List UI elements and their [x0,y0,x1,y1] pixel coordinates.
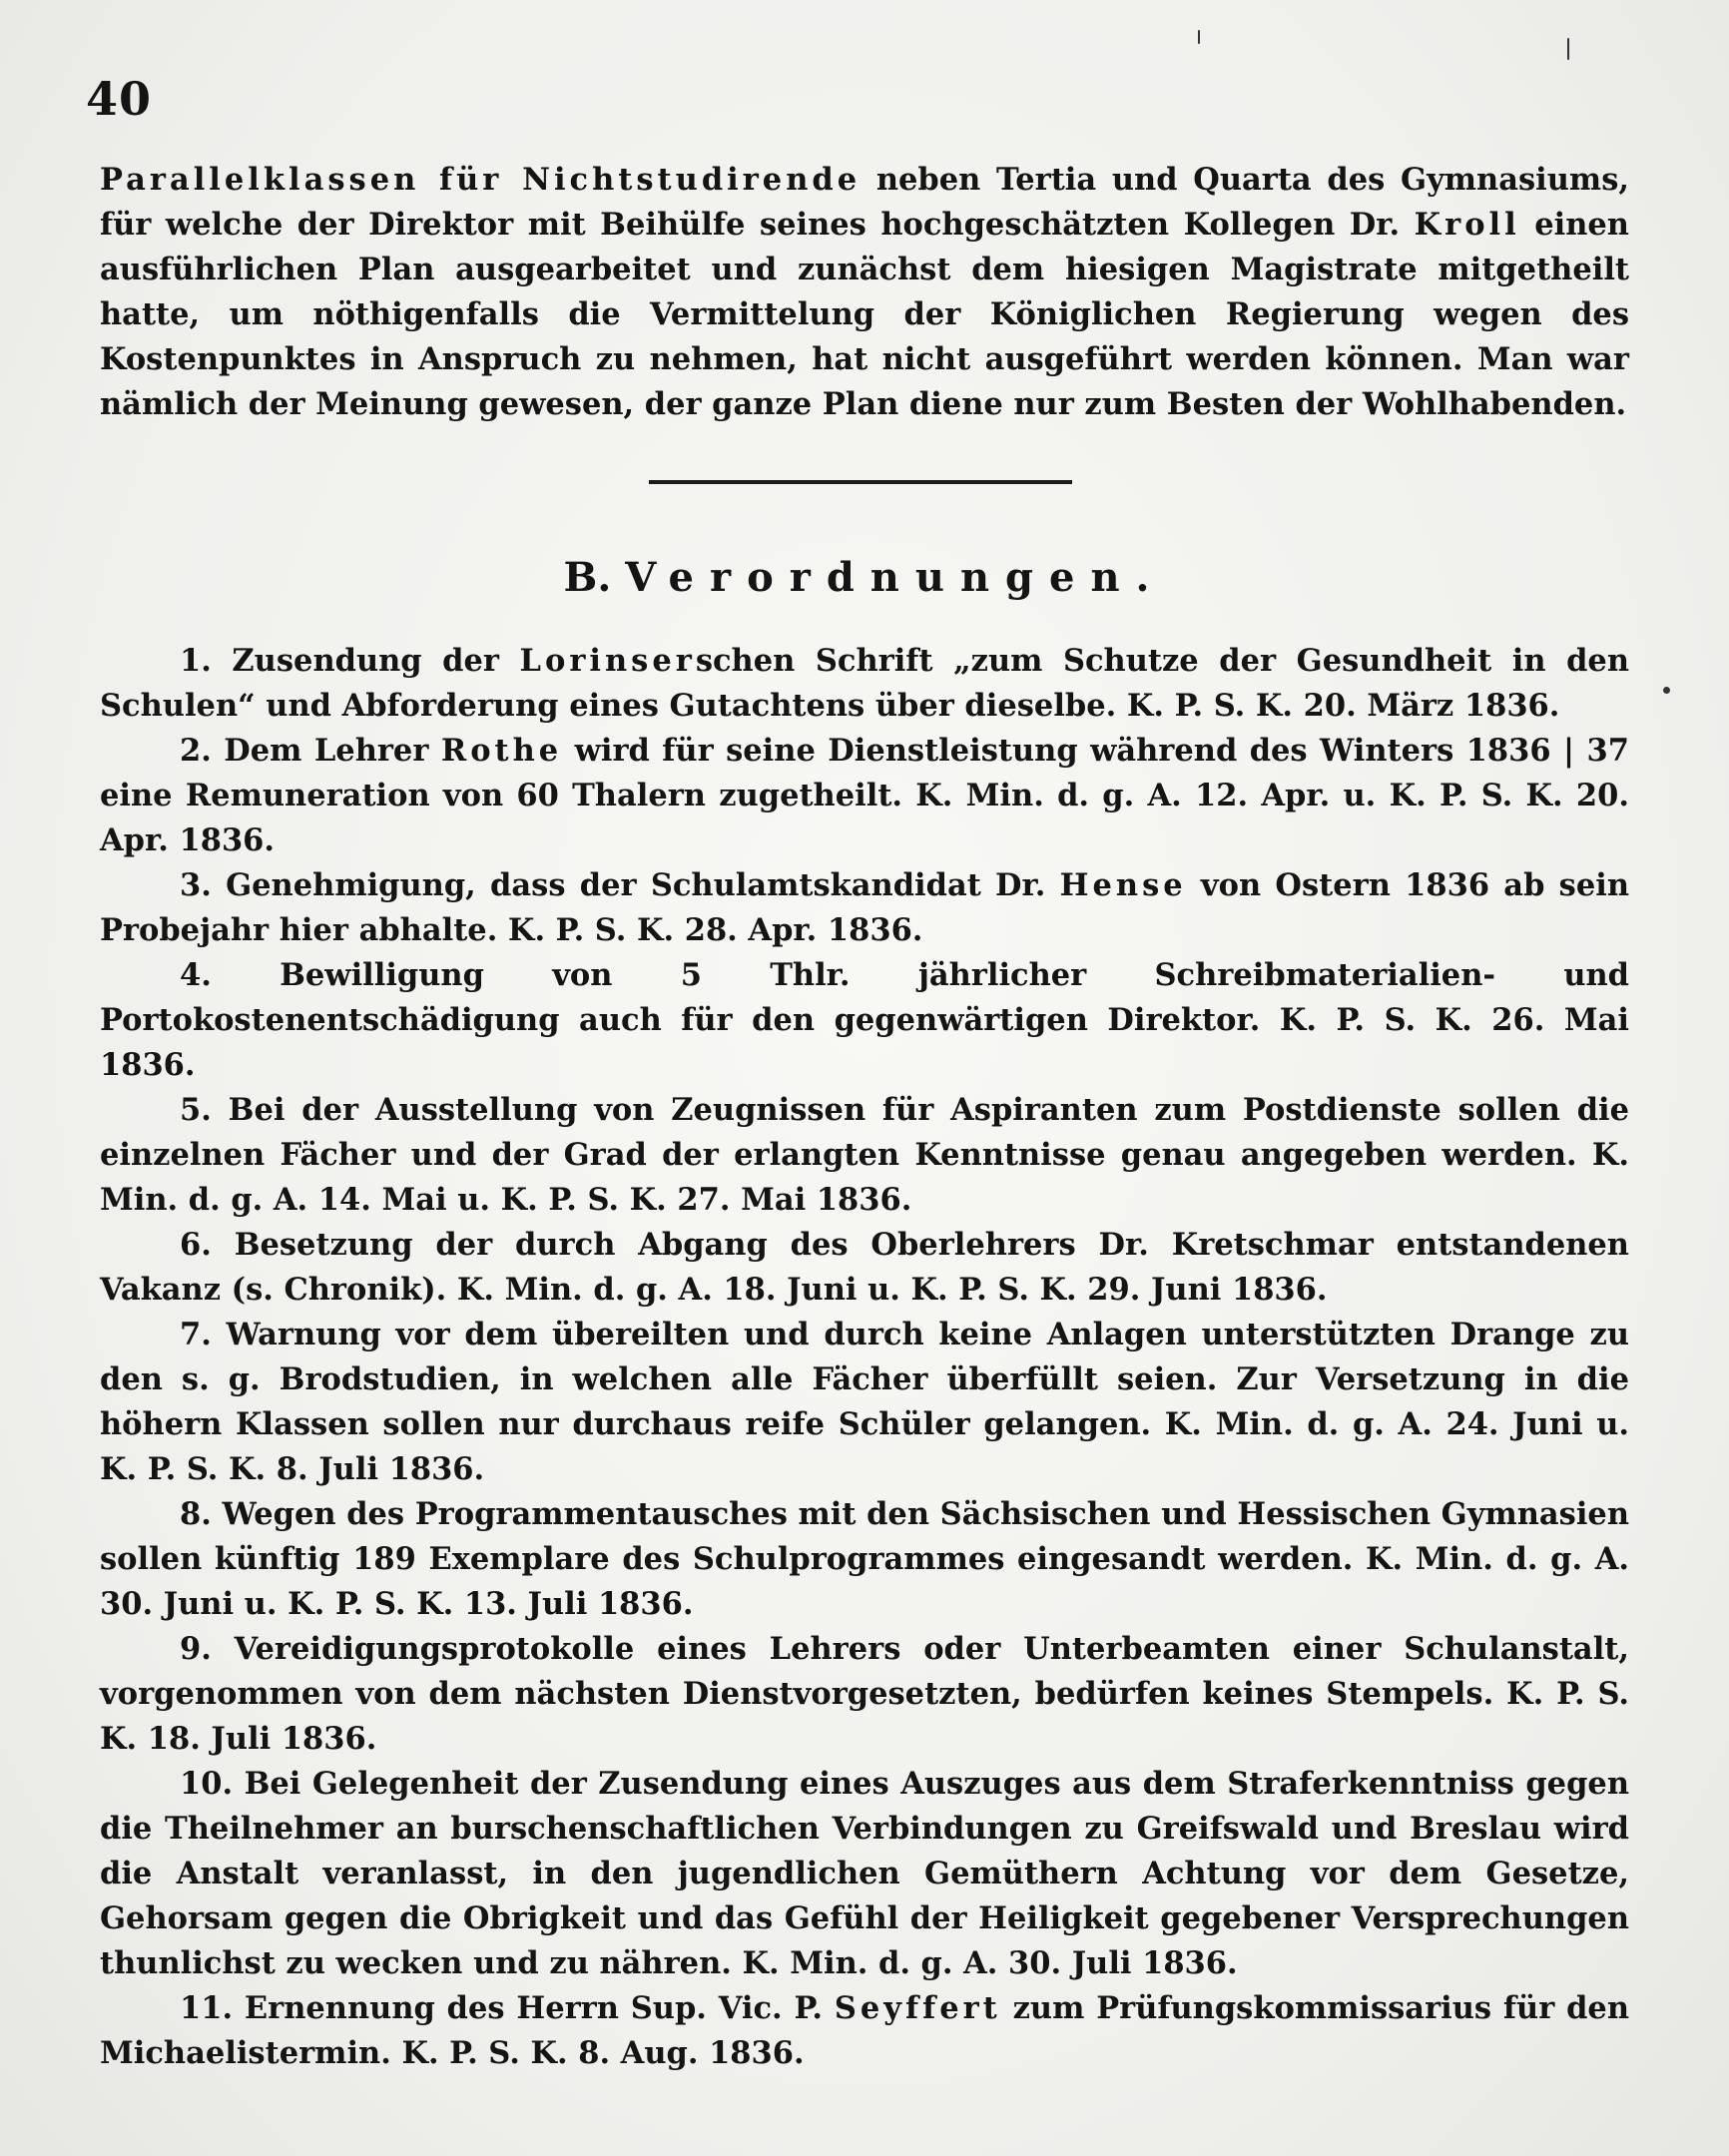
ordinance-item [100,1492,1629,1627]
ordinance-spaced-name: Rothe [440,733,563,769]
ordinance-item [100,1986,1629,2076]
scan-speck [1567,38,1569,60]
ordinance-item [100,639,1629,729]
page-number: 40 [86,72,153,126]
ordinance-number: 2. [180,733,212,769]
ordinance-number: 5. [180,1092,212,1128]
ordinance-number: 4. [180,957,212,993]
ordinance-number: 1. [180,643,212,679]
ordinance-text: Zusendung der [232,643,520,679]
ordinance-text: Wegen des Programmentausches mit den Sächsischen und Hessischen Gymnasien sollen künftig 189 Exemplare des Schulprogrammes eingesandt werden. K. Min. d. g. A. 30. Juni u. K. P. S. K. 13. Juli 1836. [100,1496,1629,1622]
ordinance-text: Genehmigung, dass der Schulamtskandidat Dr. [226,867,1060,903]
section-divider [649,480,1072,484]
ordinance-list [100,639,1629,2076]
ordinance-text: Dem Lehrer [224,733,441,769]
intro-name-kroll: Kroll [1414,207,1520,243]
ordinance-item [100,863,1629,953]
ordinance-number: 7. [180,1317,212,1352]
ordinance-item [100,953,1629,1088]
ordinance-spaced-name: Lorinser [519,643,696,679]
ordinance-text: Ernennung des Herrn Sup. Vic. P. [244,1990,835,2026]
section-heading [0,554,1729,601]
ordinance-number: 10. [180,1766,234,1802]
ordinance-text: Bei Gelegenheit der Zusendung eines Auszuges aus dem Straferkenntniss gegen die Theilnehmer an burschenschaftlichen Verbindungen zu Greifswald und Breslau wird die Anstalt veranlasst, in den jugendlichen Gemüthern Achtung vor dem Gesetze, Gehorsam gegen die Obrigkeit und das Gefühl der Heiligkeit gegebener Versprechungen thunlichst zu wecken und zu nähren. K. Min. d. g. A. 30. Juli 1836. [100,1766,1629,1981]
ordinance-number: 9. [180,1631,212,1667]
intro-text-continued: einen ausführlichen Plan ausgearbeitet und zunächst dem hiesigen Magistrate mitgetheilt hatte, um nöthigenfalls die Vermittelung der Königlichen Regierung wegen des Kostenpunktes in Anspruch zu nehmen, hat nicht ausgeführt werden können. Man war nämlich der Meinung gewesen, der ganze Plan diene nur zum Besten der Wohlhabenden. [100,207,1629,422]
ordinance-text-continued: von Ostern 1836 ab sein Probejahr hier abhalte. K. P. S. K. 28. Apr. 1836. [100,867,1629,948]
ordinance-item [100,1223,1629,1313]
ordinance-item [100,1762,1629,1986]
scan-speck [1663,687,1670,694]
intro-text: neben Tertia und Quarta des Gymnasiums, für welche der Direktor mit Beihülfe seines hochgeschätzten Kollegen Dr. [100,162,1629,243]
ordinance-text: Bewilligung von 5 Thlr. jährlicher Schreibmaterialien- und Portokostenentschädigung auch für den gegenwärtigen Direktor. K. P. S. K. 26. Mai 1836. [100,957,1629,1083]
ordinance-spaced-name: Seyffert [834,1990,1001,2026]
ordinance-item [100,1313,1629,1492]
ordinance-text-continued: zum Prüfungskommissarius für den Michaelistermin. K. P. S. K. 8. Aug. 1836. [100,1990,1629,2071]
ordinance-item [100,1088,1629,1223]
ordinance-spaced-name: Hense [1059,867,1187,903]
section-title: Verordnungen. [625,554,1166,601]
ordinance-text: Warnung vor dem übereilten und durch keine Anlagen unterstützten Drange zu den s. g. Brodstudien, in welchen alle Fächer überfüllt seien. Zur Versetzung in die höhern Klassen sollen nur durchaus reife Schüler gelangen. K. Min. d. g. A. 24. Juni u. K. P. S. K. 8. Juli 1836. [100,1317,1629,1487]
ordinance-item [100,1627,1629,1762]
ordinance-number: 11. [180,1990,234,2026]
ordinance-item [100,729,1629,863]
ordinance-text-continued: schen Schrift „zum Schutze der Gesundheit in den Schulen“ und Abforderung eines Gutachtens über dieselbe. K. P. S. K. 20. März 1836. [100,643,1629,724]
ordinance-text-continued: wird für seine Dienstleistung während des Winters 1836 | 37 eine Remuneration von 60 Thalern zugetheilt. K. Min. d. g. A. 12. Apr. u. K. P. S. K. 20. Apr. 1836. [100,733,1629,858]
intro-spaced-heading: Parallelklassen für Nichtstudirende [100,162,862,198]
section-letter: B. [563,554,612,601]
ordinance-number: 3. [180,867,212,903]
ordinance-text: Vereidigungsprotokolle eines Lehrers oder Unterbeamten einer Schulanstalt, vorgenommen von dem nächsten Dienstvorgesetzten, bedürfen keines Stempels. K. P. S. K. 18. Juli 1836. [100,1631,1629,1757]
ordinance-number: 6. [180,1227,212,1263]
scan-speck [1198,30,1200,44]
ordinance-text: Besetzung der durch Abgang des Oberlehrers Dr. Kretschmar entstandenen Vakanz (s. Chronik). K. Min. d. g. A. 18. Juni u. K. P. S. K. 29. Juni 1836. [100,1227,1629,1308]
ordinance-text: Bei der Ausstellung von Zeugnissen für Aspiranten zum Postdienste sollen die einzelnen Fächer und der Grad der erlangten Kenntnisse genau angegeben werden. K. Min. d. g. A. 14. Mai u. K. P. S. K. 27. Mai 1836. [100,1092,1630,1218]
ordinance-number: 8. [180,1496,212,1532]
intro-paragraph [100,158,1629,427]
